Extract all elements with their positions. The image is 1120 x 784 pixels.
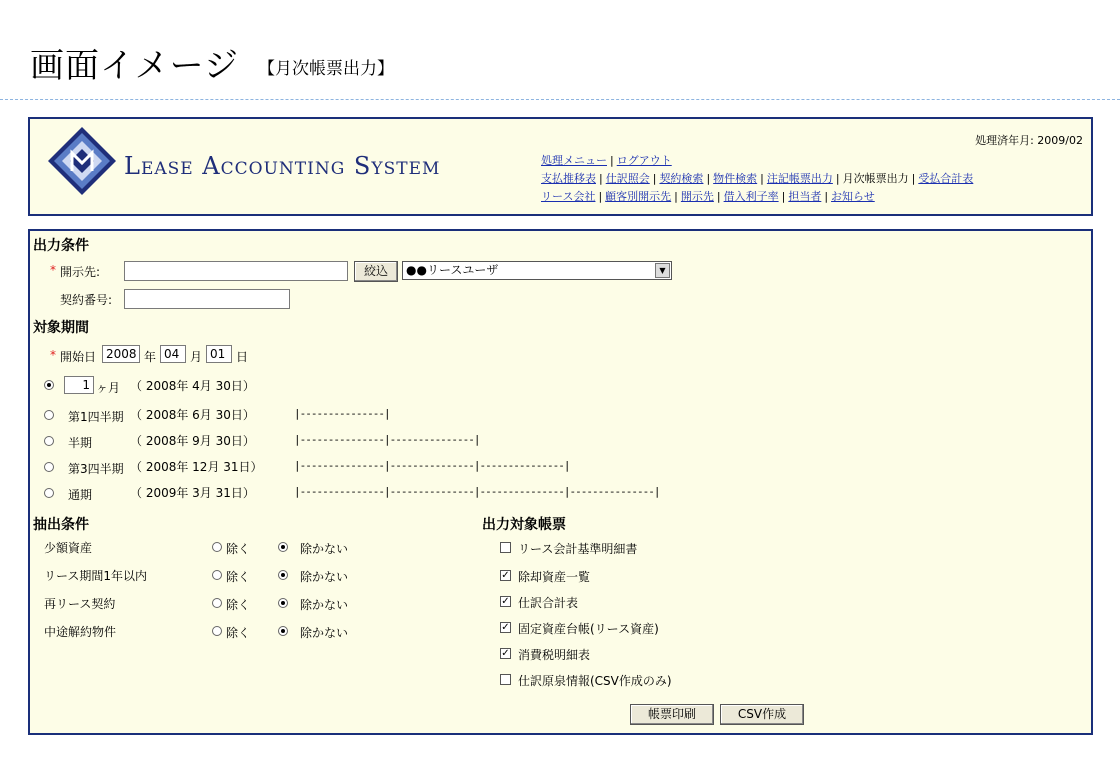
- required-mark: *: [50, 348, 56, 362]
- report-label: 固定資産台帳(リース資産): [518, 622, 659, 636]
- report-checkbox[interactable]: ✓: [501, 648, 510, 659]
- report-checkbox[interactable]: ✓: [501, 596, 510, 607]
- period-radio-q1[interactable]: [44, 410, 54, 420]
- period-end-date: （ 2009年 3月 31日）: [130, 486, 255, 500]
- period-radio-half[interactable]: [44, 436, 54, 446]
- disclosure-input[interactable]: [124, 261, 348, 281]
- nav-row-2: 支払推移表 | 仕訳照会 | 契約検索 | 物件検索 | 注記帳票出力 | 月次帳票出力 | 受払合計表: [541, 172, 974, 185]
- nav-row-1: 処理メニュー | ログアウト: [541, 154, 672, 167]
- month-unit: 月: [190, 350, 203, 364]
- disclosure-select[interactable]: [402, 261, 672, 280]
- start-year-input[interactable]: 2008: [102, 345, 140, 363]
- extraction-row-label: 少額資産: [44, 541, 93, 555]
- report-checkbox[interactable]: ✓: [501, 622, 510, 633]
- disclosure-label: 開示先:: [60, 265, 101, 279]
- report-checkbox[interactable]: [500, 542, 511, 553]
- year-unit: 年: [144, 350, 157, 364]
- nav-payment-schedule[interactable]: 支払推移表: [541, 172, 596, 185]
- report-label: 消費税明細表: [518, 648, 591, 662]
- reports-title: 出力対象帳票: [482, 517, 566, 533]
- exclude-radio[interactable]: [212, 626, 222, 636]
- exclude-radio[interactable]: [212, 570, 222, 580]
- contract-input[interactable]: [124, 289, 290, 309]
- dropdown-arrow-icon[interactable]: ▼: [655, 263, 670, 278]
- report-checkbox[interactable]: ✓: [501, 570, 510, 581]
- report-label: 仕訳合計表: [518, 596, 579, 610]
- period-option-label: 第1四半期: [68, 410, 124, 424]
- logo-icon: [44, 123, 120, 199]
- nav-monthly-report: 月次帳票出力: [842, 172, 909, 185]
- filter-button[interactable]: 絞込: [354, 261, 398, 282]
- start-day-input[interactable]: 01: [206, 345, 232, 363]
- exclude-label: 除く: [226, 626, 251, 640]
- exclude-radio[interactable]: [212, 598, 222, 608]
- period-bar: |---------------|---------------|---------------|: [294, 459, 570, 472]
- nav-lease-company[interactable]: リース会社: [541, 190, 596, 203]
- extraction-row-label: リース期間1年以内: [44, 569, 148, 583]
- nav-receipt-summary[interactable]: 受払合計表: [918, 172, 974, 185]
- period-end-date: （ 2008年 6月 30日）: [130, 408, 255, 422]
- report-form: [28, 229, 1093, 735]
- extraction-title: 抽出条件: [33, 517, 89, 533]
- csv-button[interactable]: CSV作成: [720, 704, 804, 725]
- disclosure-select-value: ●●リースユーザ: [406, 263, 499, 277]
- print-button[interactable]: 帳票印刷: [630, 704, 714, 725]
- nav-notes-report[interactable]: 注記帳票出力: [766, 172, 833, 185]
- report-label: 仕訳原泉情報(CSV作成のみ): [518, 674, 672, 688]
- months-input[interactable]: 1: [64, 376, 94, 394]
- period-bar: |---------------|---------------|: [294, 433, 480, 446]
- nav-asset-search[interactable]: 物件検索: [713, 172, 758, 185]
- include-radio[interactable]: [278, 542, 288, 552]
- start-date-label: 開始日: [60, 350, 97, 364]
- nav-customer-disclosure[interactable]: 顧客別開示先: [605, 190, 672, 203]
- exclude-label: 除く: [226, 542, 251, 556]
- day-unit: 日: [236, 350, 249, 364]
- required-mark: *: [50, 263, 56, 277]
- nav-staff[interactable]: 担当者: [788, 190, 822, 203]
- period-bar: |---------------|---------------|---------------|---------------|: [294, 485, 660, 498]
- nav-disclosure[interactable]: 開示先: [680, 190, 714, 203]
- page-subtitle: 【月次帳票出力】: [258, 59, 394, 79]
- page-title: 画面イメージ: [30, 46, 239, 86]
- divider: [0, 99, 1120, 100]
- nav-interest-rate[interactable]: 借入利子率: [723, 190, 779, 203]
- output-conditions-title: 出力条件: [33, 238, 89, 254]
- extraction-row-label: 中途解約物件: [44, 625, 117, 639]
- include-label: 除かない: [300, 598, 349, 612]
- include-radio[interactable]: [278, 626, 288, 636]
- period-option-label: 第3四半期: [68, 462, 124, 476]
- report-label: 除却資産一覧: [518, 570, 591, 584]
- months-unit: ヶ月: [96, 381, 121, 395]
- period-end-date: （ 2008年 9月 30日）: [130, 434, 255, 448]
- period-end-date: （ 2008年 4月 30日）: [130, 379, 255, 393]
- report-checkbox[interactable]: [500, 674, 511, 685]
- exclude-radio[interactable]: [212, 542, 222, 552]
- period-end-date: （ 2008年 12月 31日）: [130, 460, 263, 474]
- nav-journal-inquiry[interactable]: 仕訳照会: [605, 172, 650, 185]
- contract-label: 契約番号:: [60, 293, 113, 307]
- include-label: 除かない: [300, 626, 349, 640]
- include-label: 除かない: [300, 542, 349, 556]
- include-radio[interactable]: [278, 570, 288, 580]
- include-label: 除かない: [300, 570, 349, 584]
- exclude-label: 除く: [226, 570, 251, 584]
- period-radio-q3[interactable]: [44, 462, 54, 472]
- period-option-label: 半期: [68, 436, 93, 450]
- period-radio-full[interactable]: [44, 488, 54, 498]
- app-header: [28, 117, 1093, 216]
- period-title: 対象期間: [33, 320, 89, 336]
- include-radio[interactable]: [278, 598, 288, 608]
- period-option-label: 通期: [68, 488, 93, 502]
- start-month-input[interactable]: 04: [160, 345, 186, 363]
- period-radio-months[interactable]: [44, 380, 54, 390]
- nav-row-3: リース会社 | 顧客別開示先 | 開示先 | 借入利子率 | 担当者 | お知らせ: [541, 190, 875, 203]
- report-label: リース会計基準明細書: [518, 542, 638, 556]
- nav-notices[interactable]: お知らせ: [831, 190, 875, 203]
- extraction-row-label: 再リース契約: [44, 597, 116, 611]
- nav-contract-search[interactable]: 契約検索: [659, 172, 704, 185]
- processed-month: 処理済年月: 2009/02: [975, 134, 1083, 147]
- nav-logout[interactable]: ログアウト: [616, 154, 672, 167]
- period-bar: |---------------|: [294, 407, 390, 420]
- app-name: Lease Accounting System: [124, 152, 441, 180]
- exclude-label: 除く: [226, 598, 251, 612]
- nav-process-menu[interactable]: 処理メニュー: [541, 154, 607, 167]
